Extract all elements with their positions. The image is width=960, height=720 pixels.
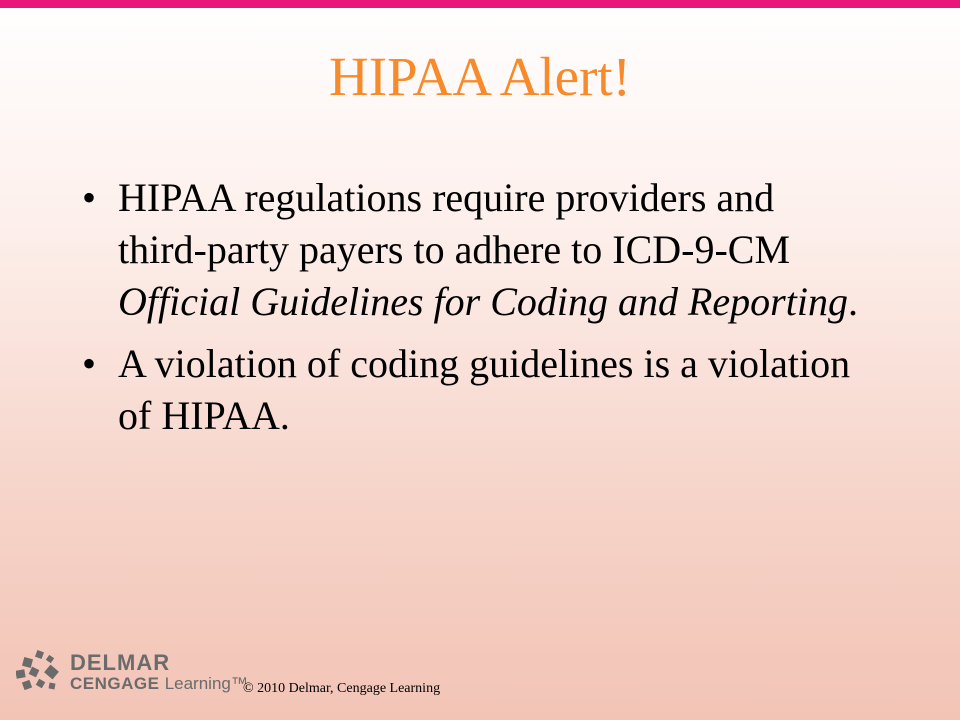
bullet-text: HIPAA regulations require providers and third-party payers to adhere to ICD-9-CM [118,175,791,272]
logo-trademark: ™ [230,674,248,693]
logo-cengage-word: CENGAGE [70,674,165,693]
logo-delmar-text: DELMAR [70,650,171,675]
bullet-item [82,172,862,328]
bullet-text-end: . [847,279,858,324]
slide-title: HIPAA Alert! [328,46,632,107]
copyright-notice: © 2010 Delmar, Cengage Learning [243,681,441,696]
bullet-list [82,172,862,452]
logo-cengage-text [70,674,248,694]
bullet-dot: • [82,341,97,386]
bullet-text-italic: Official Guidelines for Coding and Reporting [118,279,848,324]
bullet-item [82,338,862,442]
logo-learning-word: Learning [164,674,231,693]
top-accent-bar [0,0,960,8]
bullet-text: A violation of coding guidelines is a violation of HIPAA. [118,341,851,438]
delmar-cengage-logo [16,650,248,696]
bullet-dot: • [82,175,97,220]
cengage-mark-icon [16,650,60,692]
